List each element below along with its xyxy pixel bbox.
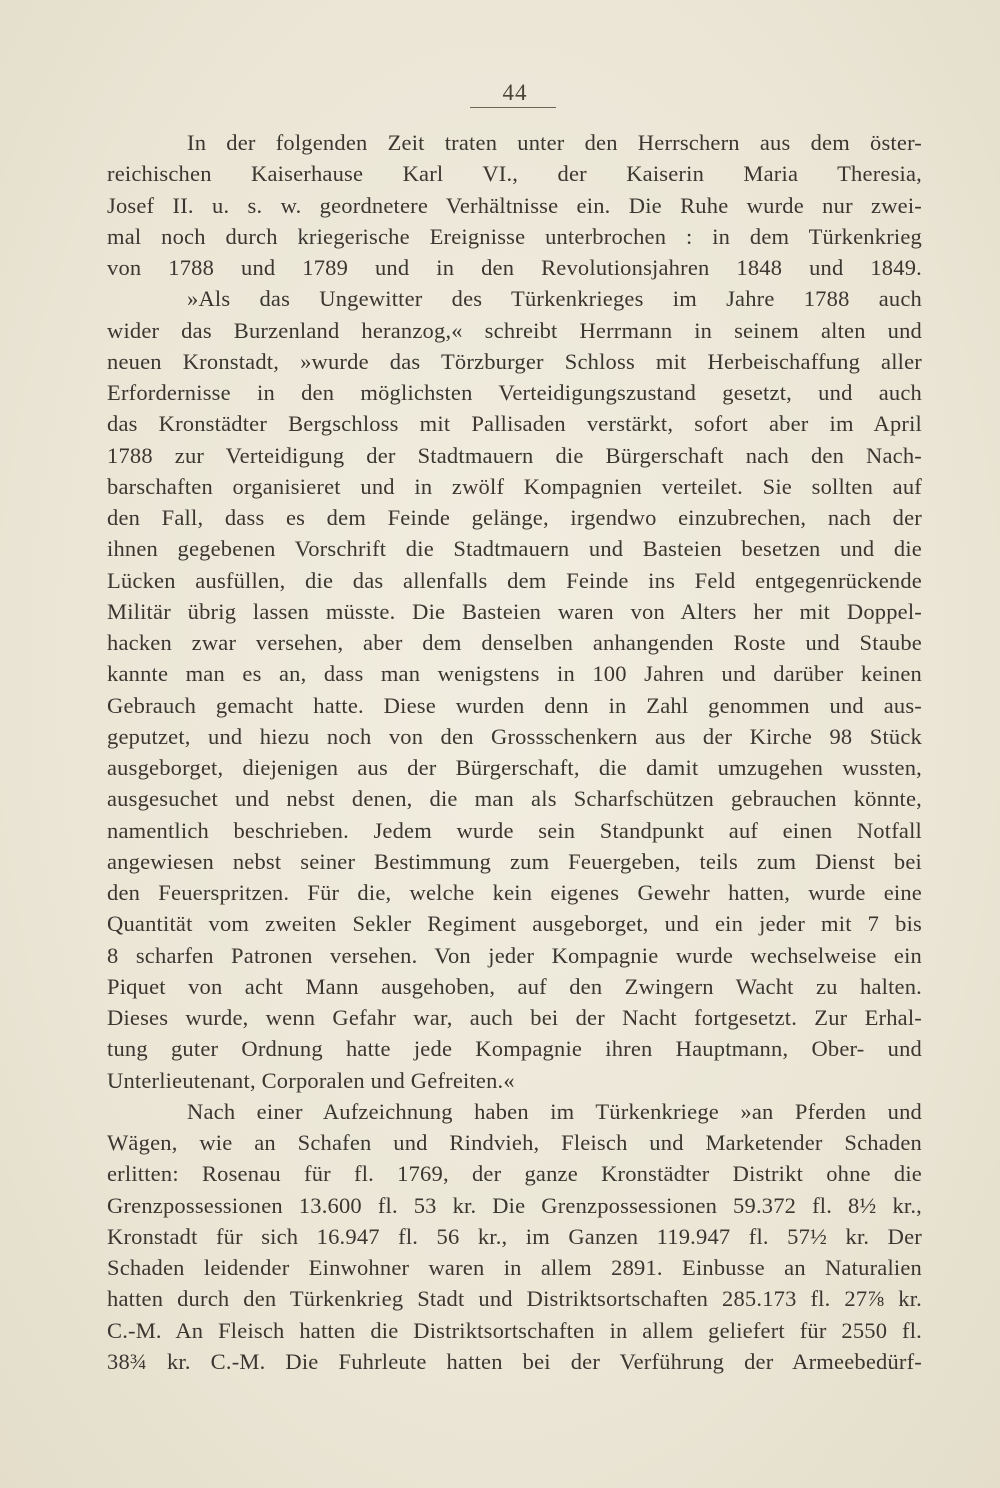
text-line: hacken zwar versehen, aber dem denselben anhangenden Roste und Staube — [107, 630, 922, 655]
text-line: das Kronstädter Bergschloss mit Pallisaden verstärkt, sofort aber im April — [107, 411, 922, 437]
text-line: den Feuerspritzen. Für die, welche kein eigenes Gewehr hatten, wurde eine — [107, 880, 922, 905]
text-line: ihnen gegebenen Vorschrift die Stadtmauern und Basteien besetzen und die — [107, 536, 922, 562]
text-line: Nach einer Aufzeichnung haben im Türkenkriege »an Pferden und — [187, 1098, 922, 1124]
text-line: Gebrauch gemacht hatte. Diese wurden denn in Zahl genommen und aus- — [107, 692, 922, 718]
text-line: tung guter Ordnung hatte jede Kompagnie ihren Hauptmann, Ober- und — [107, 1036, 922, 1062]
text-line: Wägen, wie an Schafen und Rindvieh, Fleisch und Marketender Schaden — [107, 1130, 922, 1155]
text-line: Piquet von acht Mann ausgehoben, auf den Zwingern Wacht zu halten. — [107, 973, 922, 999]
text-line: namentlich beschrieben. Jedem wurde sein Standpunkt auf einen Notfall — [107, 817, 922, 843]
text-line: hatten durch den Türkenkrieg Stadt und Distriktsortschaften 285.173 fl. 27⅞ kr. — [107, 1286, 922, 1312]
text-line: kannte man es an, dass man wenigstens in 100 Jahren und darüber keinen — [107, 661, 922, 687]
text-line: mal noch durch kriegerische Ereignisse unterbrochen : in dem Türkenkrieg — [107, 223, 922, 249]
body-text — [107, 127, 922, 1377]
text-line: Kronstadt für sich 16.947 fl. 56 kr., im Ganzen 119.947 fl. 57½ kr. Der — [107, 1223, 922, 1249]
text-line: Dieses wurde, wenn Gefahr war, auch bei der Nacht fortgesetzt. Zur Erhal- — [107, 1005, 922, 1030]
text-line: »Als das Ungewitter des Türkenkrieges im Jahre 1788 auch — [187, 286, 922, 312]
text-line: barschaften organisieret und in zwölf Kompagnien verteilet. Sie sollten auf — [107, 473, 922, 499]
text-line: neuen Kronstadt, »wurde das Törzburger Schloss mit Herbeischaffung aller — [107, 348, 922, 374]
text-line: den Fall, dass es dem Feinde gelänge, irgendwo einzubrechen, nach der — [107, 505, 922, 530]
header-rule — [470, 107, 556, 108]
text-line: wider das Burzenland heranzog,« schreibt Herrmann in seinem alten und — [107, 317, 922, 343]
text-line: In der folgenden Zeit traten unter den Herrschern aus dem öster- — [187, 130, 922, 155]
text-line: reichischen Kaiserhause Karl VI., der Kaiserin Maria Theresia, — [107, 161, 922, 187]
text-line: Quantität vom zweiten Sekler Regiment ausgeborget, und ein jeder mit 7 bis — [107, 911, 922, 937]
text-line: Unterlieutenant, Corporalen und Gefreiten.« — [107, 1067, 515, 1093]
text-line: ausgesuchet und nebst denen, die man als Scharfschützen gebrauchen könnte, — [107, 786, 922, 812]
text-line: 38¾ kr. C.-M. Die Fuhrleute hatten bei der Verführung der Armeebedürf- — [107, 1348, 922, 1374]
text-line: 8 scharfen Patronen versehen. Von jeder Kompagnie wurde wechselweise ein — [107, 942, 922, 968]
text-line: von 1788 und 1789 und in den Revolutionsjahren 1848 und 1849. — [107, 255, 922, 280]
text-line: geputzet, und hiezu noch von den Grossschenkern aus der Kirche 98 Stück — [107, 723, 922, 749]
text-line: erlitten: Rosenau für fl. 1769, der ganze Kronstädter Distrikt ohne die — [107, 1161, 922, 1187]
text-line: Erfordernisse in den möglichsten Verteidigungszustand gesetzt, und auch — [107, 380, 922, 405]
text-line: Josef II. u. s. w. geordnetere Verhältnisse ein. Die Ruhe wurde nur zwei- — [107, 192, 922, 218]
page-number: 44 — [502, 80, 528, 105]
text-line: angewiesen nebst seiner Bestimmung zum Feuergeben, teils zum Dienst bei — [107, 848, 922, 874]
text-line: ausgeborget, diejenigen aus der Bürgerschaft, die damit umzugehen wussten, — [107, 755, 922, 780]
text-line: Lücken ausfüllen, die das allenfalls dem Feinde ins Feld entgegenrückende — [107, 567, 922, 593]
text-line: Grenzpossessionen 13.600 fl. 53 kr. Die Grenzpossessionen 59.372 fl. 8½ kr., — [107, 1192, 922, 1218]
text-line: Schaden leidender Einwohner waren in allem 2891. Einbusse an Naturalien — [107, 1255, 922, 1280]
text-line: Militär übrig lassen müsste. Die Basteien waren von Alters her mit Doppel- — [107, 598, 922, 624]
text-line: 1788 zur Verteidigung der Stadtmauern die Bürgerschaft nach den Nach- — [107, 442, 922, 468]
text-line: C.-M. An Fleisch hatten die Distriktsortschaften in allem geliefert für 2550 fl. — [107, 1317, 922, 1343]
